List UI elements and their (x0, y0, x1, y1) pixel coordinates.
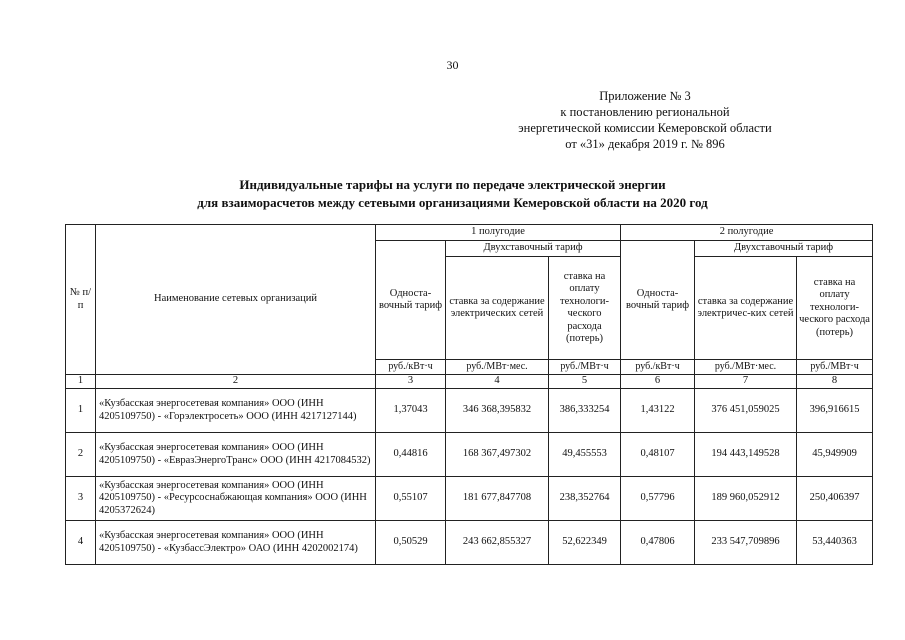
column-index: 3 (376, 375, 446, 389)
row-loss-rate-1: 49,455553 (549, 433, 621, 477)
table-row (66, 389, 873, 433)
table-row (66, 433, 873, 477)
row-maint-rate-2: 376 451,059025 (695, 389, 797, 433)
row-num: 1 (66, 389, 96, 433)
header-loss-2: ставка на оплату технологи-ческого расхода (потерь) (797, 257, 873, 360)
unit-cell: руб./кВт·ч (376, 360, 446, 375)
row-maint-rate-2: 233 547,709896 (695, 521, 797, 565)
column-index-row (66, 375, 873, 389)
header-num: № п/п (66, 225, 96, 375)
header-maint-2: ставка за содержание электричес-ких сетей (695, 257, 797, 360)
row-maint-rate-2: 194 443,149528 (695, 433, 797, 477)
table-row (66, 521, 873, 565)
row-loss-rate-2: 396,916615 (797, 389, 873, 433)
header-row-periods (66, 225, 873, 241)
unit-cell: руб./МВт·ч (797, 360, 873, 375)
page-number: 30 (446, 58, 459, 72)
title-line-1: Индивидуальные тарифы на услуги по передаче электрической энергии (239, 177, 666, 192)
row-single-rate-2: 0,57796 (621, 477, 695, 521)
column-index: 6 (621, 375, 695, 389)
header-two-part-2: Двухставочный тариф (695, 241, 873, 257)
unit-cell: руб./МВт·мес. (695, 360, 797, 375)
column-index: 2 (96, 375, 376, 389)
header-loss-1: ставка на оплату технологи-ческого расхода (потерь) (549, 257, 621, 360)
title-line-2: для взаиморасчетов между сетевыми организациями Кемеровской области на 2020 год (197, 195, 708, 210)
row-single-rate-1: 0,50529 (376, 521, 446, 565)
table-row (66, 477, 873, 521)
header-single-rate-1: Односта-вочный тариф (376, 241, 446, 360)
header-half-1: 1 полугодие (376, 225, 621, 241)
header-maint-1: ставка за содержание электрических сетей (446, 257, 549, 360)
header-org: Наименование сетевых организаций (96, 225, 376, 375)
row-single-rate-2: 0,47806 (621, 521, 695, 565)
row-num: 4 (66, 521, 96, 565)
unit-cell: руб./МВт·мес. (446, 360, 549, 375)
appendix-block (480, 88, 810, 152)
row-loss-rate-2: 250,406397 (797, 477, 873, 521)
column-index: 4 (446, 375, 549, 389)
header-half-2: 2 полугодие (621, 225, 873, 241)
row-single-rate-1: 0,44816 (376, 433, 446, 477)
unit-cell: руб./кВт·ч (621, 360, 695, 375)
row-org-name: «Кузбасская энергосетевая компания» ООО (ИНН 4205109750) - «КузбассЭлектро» ОАО (ИНН 4202002174) (96, 521, 376, 565)
row-loss-rate-1: 238,352764 (549, 477, 621, 521)
row-loss-rate-1: 52,622349 (549, 521, 621, 565)
column-index: 5 (549, 375, 621, 389)
row-single-rate-2: 1,43122 (621, 389, 695, 433)
row-org-name: «Кузбасская энергосетевая компания» ООО (ИНН 4205109750) - «ЕвразЭнергоТранс» ООО (ИНН 4217084532) (96, 433, 376, 477)
row-loss-rate-1: 386,333254 (549, 389, 621, 433)
appendix-line-4: от «31» декабря 2019 г. № 896 (565, 137, 725, 151)
unit-cell: руб./МВт·ч (549, 360, 621, 375)
row-maint-rate-1: 168 367,497302 (446, 433, 549, 477)
row-loss-rate-2: 45,949909 (797, 433, 873, 477)
column-index: 8 (797, 375, 873, 389)
appendix-line-1: Приложение № 3 (599, 89, 691, 103)
tariffs-table (65, 224, 873, 565)
appendix-line-3: энергетической комиссии Кемеровской области (518, 121, 772, 135)
row-num: 3 (66, 477, 96, 521)
row-maint-rate-2: 189 960,052912 (695, 477, 797, 521)
row-org-name: «Кузбасская энергосетевая компания» ООО (ИНН 4205109750) - «Горэлектросеть» ООО (ИНН 4217127144) (96, 389, 376, 433)
column-index: 1 (66, 375, 96, 389)
row-num: 2 (66, 433, 96, 477)
header-two-part-1: Двухставочный тариф (446, 241, 621, 257)
row-loss-rate-2: 53,440363 (797, 521, 873, 565)
header-single-rate-2: Односта-вочный тариф (621, 241, 695, 360)
row-maint-rate-1: 181 677,847708 (446, 477, 549, 521)
row-single-rate-1: 1,37043 (376, 389, 446, 433)
row-maint-rate-1: 243 662,855327 (446, 521, 549, 565)
row-single-rate-2: 0,48107 (621, 433, 695, 477)
row-org-name: «Кузбасская энергосетевая компания» ООО (ИНН 4205109750) - «Ресурсоснабжающая компания» ООО (ИНН 4205372624) (96, 477, 376, 521)
row-single-rate-1: 0,55107 (376, 477, 446, 521)
document-title (0, 176, 905, 212)
row-maint-rate-1: 346 368,395832 (446, 389, 549, 433)
column-index: 7 (695, 375, 797, 389)
appendix-line-2: к постановлению региональной (560, 105, 730, 119)
